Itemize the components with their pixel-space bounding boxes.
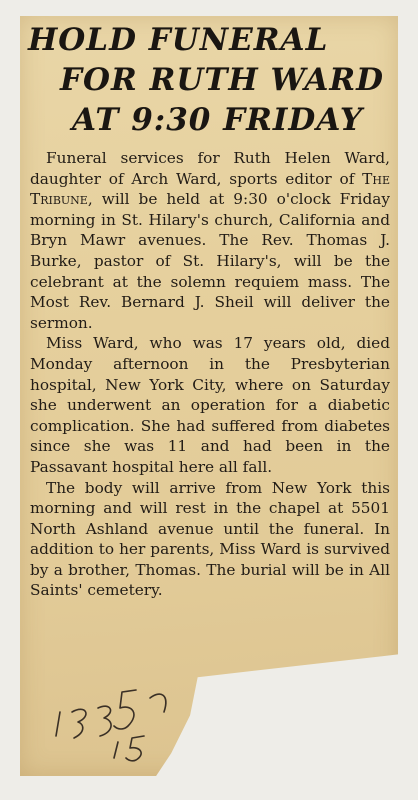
paragraph-1 (30, 148, 390, 333)
headline-line-1: HOLD FUNERAL (28, 22, 329, 58)
paragraph-2: Miss Ward, who was 17 years old, died Monday afternoon in the Presbyterian hospital, New York City, where on Saturday she underwent an operation for a diabetic complication. She had suffered from diabetes since she was 11 and had been in the Passavant hospital here all fall. (30, 334, 390, 476)
paragraph-3: The body will arrive from New York this morning and will rest in the chapel at 5501 North Ashland avenue until the funeral. In addition to her parents, Miss Ward is survived by a brother, Thomas. The burial will be in All Saints' cemetery. (30, 478, 390, 600)
paragraph-1-end: , will be held at 9:30 o'clock Friday morning in St. Hilary's church, California and Bryn Mawr avenues. The Rev. Thomas J. Burke, pastor of St. Hilary's, will be the celebrant at the solemn requiem mass. The Most Rev. Bernard J. Sheil will deliver the sermon. (30, 190, 390, 332)
article-body (30, 148, 390, 601)
newspaper-name: The Tribune (30, 169, 390, 209)
headline-line-2: FOR RUTH WARD (60, 62, 385, 98)
paragraph-1-start: Funeral services for Ruth Helen Ward, daughter of Arch Ward, sports editor of (30, 149, 390, 188)
headline-line-3: AT 9:30 FRIDAY (72, 102, 363, 138)
